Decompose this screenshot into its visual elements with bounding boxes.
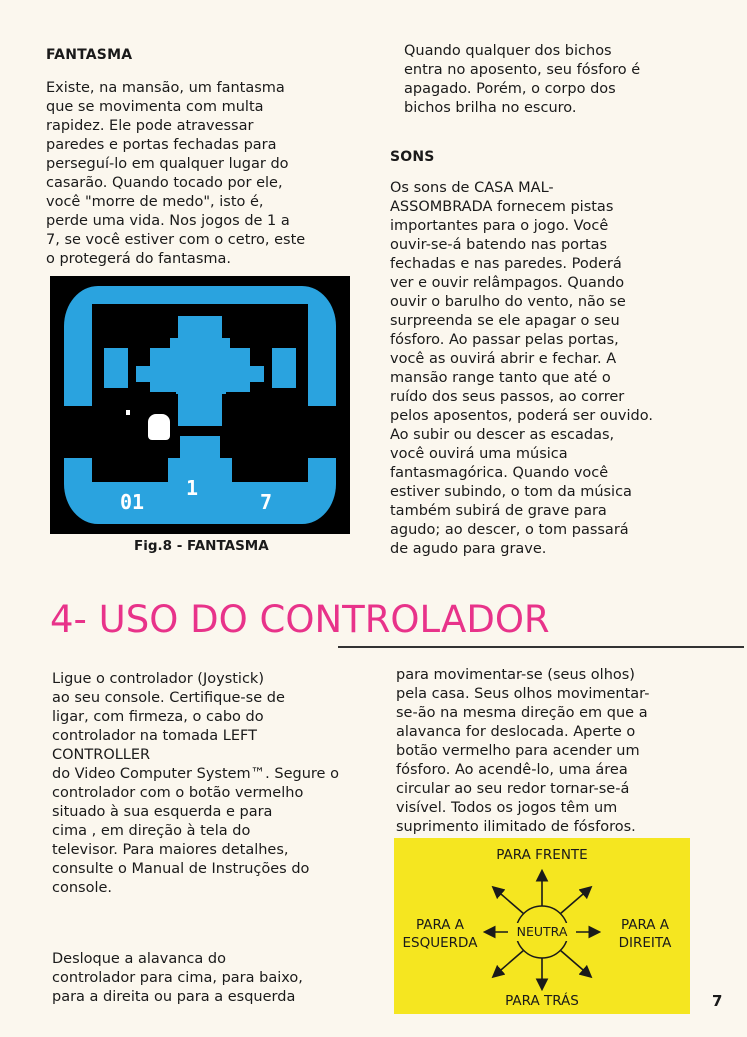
label-up: PARA FRENTE xyxy=(496,847,588,863)
sons-text: Os sons de CASA MAL- ASSOMBRADA fornecem pistas importantes para o jogo. Você ouvir-se-á batendo nas portas fechadas e nas paredes. Poderá ver e ouvir relâmpagos. Quando ouvir o barulho do vento, não se surpreenda se ele apagar o seu fósforo. Ao passar pelas portas, você as ouvirá abrir e fechar. A mansão range tanto que até o ruído dos seus passos, ao correr pelos aposentos, poderá ser ouvido. Ao subir ou descer as escadas, você ouvirá uma música fantasmagórica. Quando você estiver subindo, o tom da música também subirá de grave para agudo; ao descer, o tom passará de agudo para grave. xyxy=(390,180,653,557)
game-screenshot xyxy=(50,276,350,534)
joystick-diagram xyxy=(394,838,690,1014)
fantasma-heading: FANTASMA xyxy=(46,47,133,63)
tv-screen xyxy=(64,286,336,524)
maze-bottom-right xyxy=(232,458,308,482)
label-center: NEUTRA xyxy=(508,923,576,941)
fantasma-section xyxy=(46,46,336,269)
label-right: PARA A DIREITA xyxy=(618,917,672,951)
controlador-para2: Desloque a alavanca do controlador para cima, para baixo, para a direita ou para a esquerda xyxy=(52,951,303,1005)
fantasma-text: Existe, na mansão, um fantasma que se movimenta com multa rapidez. Ele pode atravessar paredes e portas fechadas para perseguí-lo em qualquer lugar do casarão. Quando tocado por ele, você "morre de medo", isto é, perde uma vida. Nos jogos de 1 a 7, se você estiver com o cetro, este o protegerá do fantasma. xyxy=(46,80,306,267)
sons-heading: SONS xyxy=(390,149,435,165)
bichos-sons-section xyxy=(390,42,690,559)
label-left: PARA A ESQUERDA xyxy=(402,917,478,951)
arrow-down-left xyxy=(494,950,524,976)
controlador-left xyxy=(52,670,367,1007)
right-window xyxy=(272,348,296,388)
left-window xyxy=(104,348,128,388)
controlador-para3: para movimentar-se (seus olhos) pela casa. Seus olhos movimentar- se-ão na mesma direção em que a alavanca for deslocada. Aperte o botão vermelho para acender um fósforo. Ao acendê-lo, uma área circular ao seu redor tornar-se-á visível. Todos os jogos têm um suprimento ilimitado de fósforos. xyxy=(396,667,650,835)
page-number: 7 xyxy=(712,992,723,1010)
maze-bottom-left xyxy=(92,458,168,482)
arrow-up-left xyxy=(494,888,524,914)
controlador-right xyxy=(396,666,711,837)
score-right: 7 xyxy=(260,490,273,514)
arrow-down-right xyxy=(560,950,590,976)
player-eyes xyxy=(126,410,130,415)
controlador-para1: Ligue o controlador (Joystick) ao seu console. Certifique-se de ligar, com firmeza, o cabo do controlador na tomada LEFT CONTROLLER do Video Computer System™. Segure o controlador com o botão vermelho situado à sua esquerda e para cima , em direção à tela do televisor. Para maiores detalhes, consulte o Manual de Instruções do console. xyxy=(52,671,339,896)
label-down: PARA TRÁS xyxy=(505,993,579,1009)
figure-caption: Fig.8 - FANTASMA xyxy=(134,538,269,554)
arrow-up-right xyxy=(560,888,590,914)
section-title: 4- USO DO CONTROLADOR xyxy=(50,598,550,641)
bichos-text: Quando qualquer dos bichos entra no aposento, seu fósforo é apagado. Porém, o corpo dos bichos brilha no escuro. xyxy=(404,43,641,116)
score-mid: 1 xyxy=(186,476,199,500)
section-divider xyxy=(338,646,744,648)
ghost-sprite xyxy=(148,414,170,440)
cross-horizontal xyxy=(150,348,250,392)
score-left: 01 xyxy=(120,490,145,514)
